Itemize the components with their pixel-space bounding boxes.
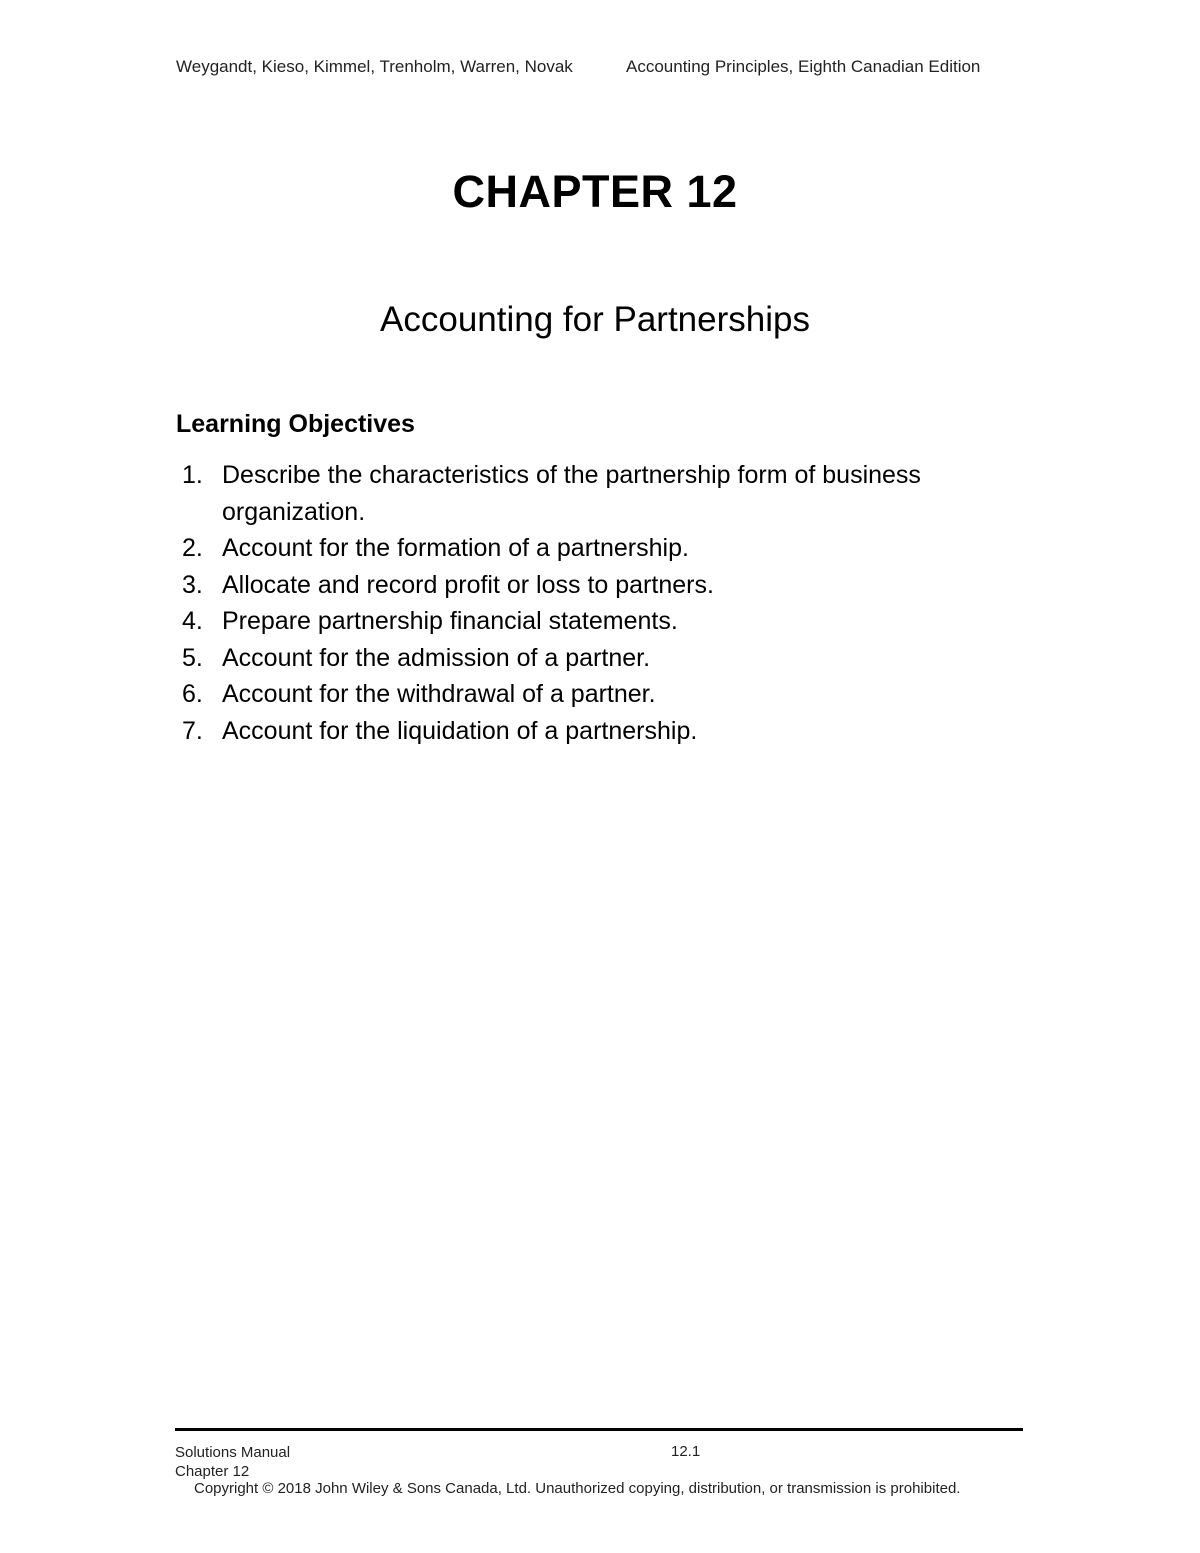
objective-number: 7. xyxy=(182,716,203,745)
objective-item xyxy=(176,640,936,677)
footer-manual: Solutions Manual xyxy=(175,1444,291,1461)
objective-number: 6. xyxy=(182,680,203,708)
chapter-subtitle: Accounting for Partnerships xyxy=(380,300,810,339)
objective-number: 1. xyxy=(182,461,203,489)
objective-text: Account for the liquidation of a partnership. xyxy=(222,716,698,745)
objectives-heading: Learning Objectives xyxy=(176,410,415,438)
objective-number: 3. xyxy=(182,570,203,599)
objective-text: Describe the characteristics of the partnership form of business organization. xyxy=(222,461,921,526)
objective-item xyxy=(176,567,936,604)
objective-item xyxy=(176,603,936,640)
objectives-list xyxy=(176,457,936,749)
objective-item xyxy=(176,676,936,713)
header-book-title: Accounting Principles, Eighth Canadian Edition xyxy=(626,57,981,76)
objective-text: Allocate and record profit or loss to partners. xyxy=(222,570,714,599)
objective-text: Account for the admission of a partner. xyxy=(222,643,651,672)
objective-number: 5. xyxy=(182,643,203,672)
objective-item xyxy=(176,530,936,567)
objective-text: Account for the withdrawal of a partner. xyxy=(222,680,656,708)
objective-text: Prepare partnership financial statements. xyxy=(222,607,678,635)
footer-divider xyxy=(175,1428,1023,1431)
objective-item xyxy=(176,713,936,750)
footer-left xyxy=(175,1443,290,1481)
header-authors: Weygandt, Kieso, Kimmel, Trenholm, Warren, Novak xyxy=(176,57,573,76)
chapter-heading: CHAPTER 12 xyxy=(452,166,738,217)
page-number: 12.1 xyxy=(671,1443,701,1460)
objective-number: 4. xyxy=(182,607,203,635)
objective-text: Account for the formation of a partnership. xyxy=(222,534,689,562)
objective-number: 2. xyxy=(182,534,203,562)
objective-item xyxy=(176,457,936,530)
footer-chapter: Chapter 12 xyxy=(175,1463,250,1480)
copyright-notice: Copyright © 2018 John Wiley & Sons Canada, Ltd. Unauthorized copying, distribution, or transmission is prohibited. xyxy=(194,1480,961,1497)
